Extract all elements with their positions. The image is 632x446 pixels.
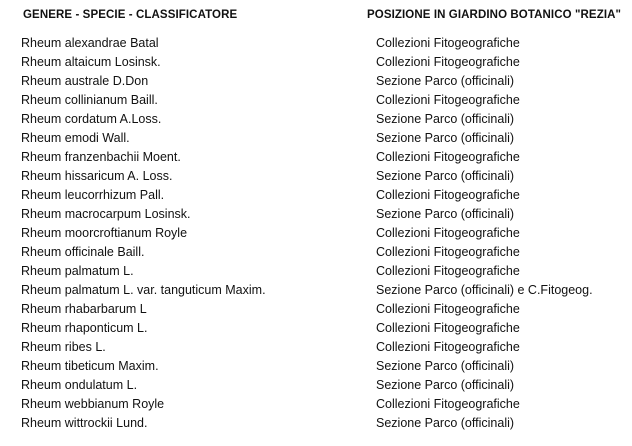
table-row <box>0 395 632 414</box>
species-cell: Rheum officinale Baill. <box>21 245 145 259</box>
column-header-location: POSIZIONE IN GIARDINO BOTANICO "REZIA" <box>367 9 622 21</box>
table-row <box>0 186 632 205</box>
location-cell: Sezione Parco (officinali) <box>376 416 515 430</box>
table-row <box>0 129 632 148</box>
location-cell: Collezioni Fitogeografiche <box>376 264 520 278</box>
table-row <box>0 338 632 357</box>
table-row <box>0 376 632 395</box>
table-row <box>0 53 632 72</box>
species-cell: Rheum wittrockii Lund. <box>21 416 148 430</box>
species-cell: Rheum rhaponticum L. <box>21 321 148 335</box>
table-row <box>0 110 632 129</box>
species-cell: Rheum alexandrae Batal <box>21 36 159 50</box>
table-row <box>0 243 632 262</box>
location-cell: Sezione Parco (officinali) e C.Fitogeog. <box>376 283 593 297</box>
species-cell: Rheum palmatum L. <box>21 264 134 278</box>
table-row <box>0 319 632 338</box>
table-header <box>0 9 632 25</box>
column-header-species: GENERE - SPECIE - CLASSIFICATORE <box>23 9 238 21</box>
location-cell: Collezioni Fitogeografiche <box>376 36 520 50</box>
species-cell: Rheum tibeticum Maxim. <box>21 359 159 373</box>
location-cell: Sezione Parco (officinali) <box>376 74 515 88</box>
table-row <box>0 205 632 224</box>
location-cell: Sezione Parco (officinali) <box>376 207 515 221</box>
species-cell: Rheum palmatum L. var. tanguticum Maxim. <box>21 283 266 297</box>
location-cell: Sezione Parco (officinali) <box>376 112 515 126</box>
species-cell: Rheum hissaricum A. Loss. <box>21 169 173 183</box>
location-cell: Sezione Parco (officinali) <box>376 131 515 145</box>
species-cell: Rheum franzenbachii Moent. <box>21 150 181 164</box>
table-row <box>0 34 632 53</box>
species-cell: Rheum ondulatum L. <box>21 378 138 392</box>
table-row <box>0 72 632 91</box>
location-cell: Collezioni Fitogeografiche <box>376 188 520 202</box>
table-row <box>0 224 632 243</box>
species-cell: Rheum leucorrhizum Pall. <box>21 188 165 202</box>
location-cell: Collezioni Fitogeografiche <box>376 340 520 354</box>
table-row <box>0 148 632 167</box>
table-row <box>0 414 632 433</box>
species-cell: Rheum macrocarpum Losinsk. <box>21 207 191 221</box>
species-cell: Rheum rhabarbarum L <box>21 302 147 316</box>
table-row <box>0 281 632 300</box>
species-table <box>0 34 632 433</box>
species-cell: Rheum australe D.Don <box>21 74 149 88</box>
location-cell: Collezioni Fitogeografiche <box>376 245 520 259</box>
table-row <box>0 300 632 319</box>
location-cell: Sezione Parco (officinali) <box>376 378 515 392</box>
species-cell: Rheum webbianum Royle <box>21 397 165 411</box>
location-cell: Collezioni Fitogeografiche <box>376 226 520 240</box>
species-cell: Rheum emodi Wall. <box>21 131 130 145</box>
location-cell: Collezioni Fitogeografiche <box>376 321 520 335</box>
location-cell: Collezioni Fitogeografiche <box>376 150 520 164</box>
table-row <box>0 167 632 186</box>
table-row <box>0 262 632 281</box>
species-cell: Rheum cordatum A.Loss. <box>21 112 162 126</box>
location-cell: Collezioni Fitogeografiche <box>376 302 520 316</box>
species-cell: Rheum altaicum Losinsk. <box>21 55 161 69</box>
species-cell: Rheum moorcroftianum Royle <box>21 226 188 240</box>
species-cell: Rheum ribes L. <box>21 340 106 354</box>
location-cell: Collezioni Fitogeografiche <box>376 93 520 107</box>
species-cell: Rheum collinianum Baill. <box>21 93 158 107</box>
location-cell: Collezioni Fitogeografiche <box>376 55 520 69</box>
table-row <box>0 357 632 376</box>
table-row <box>0 91 632 110</box>
location-cell: Collezioni Fitogeografiche <box>376 397 520 411</box>
location-cell: Sezione Parco (officinali) <box>376 169 515 183</box>
location-cell: Sezione Parco (officinali) <box>376 359 515 373</box>
